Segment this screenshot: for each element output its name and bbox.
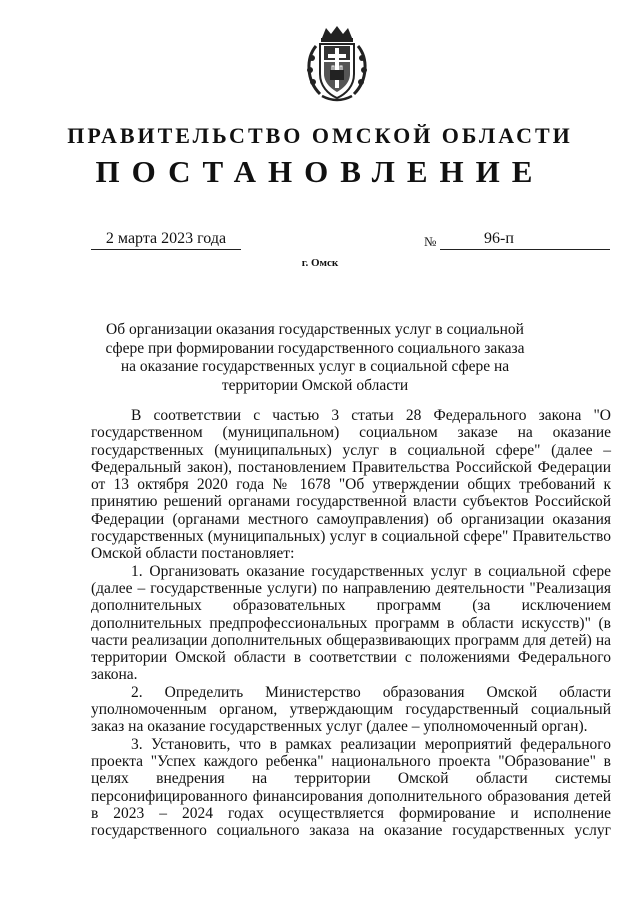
document-number: 96-п [484, 230, 514, 247]
government-title: ПРАВИТЕЛЬСТВО ОМСКОЙ ОБЛАСТИ [67, 123, 573, 148]
document-body [91, 407, 611, 839]
paragraph-item-1: 1. Организовать оказание государственных услуг в социальной сфере (далее – государственные услуги) по направлению деятельности "Реализация дополнительных образовательных программ (за исключением дополнительных предпрофессиональных программ в области искусств)" (в части реализации дополнительных общеразвивающих программ для детей) на территории Омской области в соответствии с положениями Федерального закона. [91, 562, 611, 684]
paragraph-item-2: 2. Определить Министерство образования Омской области уполномоченным органом, утверждающим государственный социальный заказ на оказание государственных услуг (далее – уполномоченный орган). [91, 683, 611, 736]
coat-of-arms-icon [302, 24, 372, 102]
document-type: ПОСТАНОВЛЕНИЕ [95, 154, 545, 189]
document-title: Об организации оказания государственных услуг в социальной сфере при формировании государственного социального заказа на оказание государственных услуг в социальной сфере на территории Омской области [105, 321, 525, 394]
document-number-field [440, 230, 610, 250]
document-date: 2 марта 2023 года [91, 230, 241, 250]
paragraph-preamble: В соответствии с частью 3 статьи 28 Федерального закона "О государственном (муниципальном) социальном заказе на оказание государственных (муниципальных) услуг в социальной сфере" (далее – Федеральный закон), постановлением Правительства Российской Федерации от 13 октября 2020 года № 1678 "Об утверждении общих требований к принятию решений органами государственной власти субъектов Российской Федерации (органами местного самоуправления) об организации оказания государственных (муниципальных) услуг в социальной сфере" Правительство Омской области постановляет: [91, 407, 611, 563]
paragraph-item-3: 3. Установить, что в рамках реализации мероприятий федерального проекта "Успех каждого ребенка" национального проекта "Образование" в целях внедрения на территории Омской области системы персонифицированного финансирования дополнительного образования детей в 2023 – 2024 годах осуществляется формирование и исполнение государственного социального заказа на оказание государственных услуг [91, 735, 611, 840]
number-sign: № [424, 234, 437, 249]
city-label: г. Омск [301, 257, 339, 269]
